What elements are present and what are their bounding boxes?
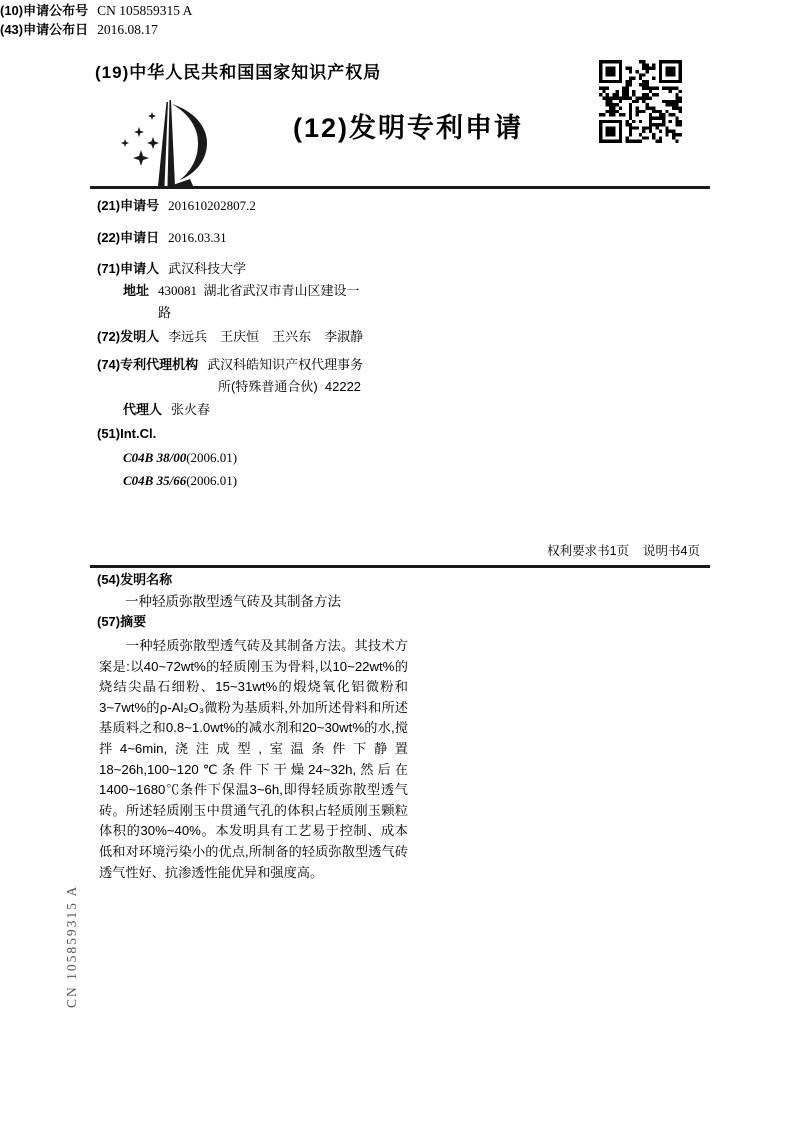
publication-number-value: CN 105859315 A — [97, 3, 193, 18]
abstract-label: (57)摘要 — [97, 614, 147, 629]
abstract-text: 一种轻质弥散型透气砖及其制备方法。其技术方案是:以40~72wt%的轻质刚玉为骨料,以10~22wt%的烧结尖晶石细粉、15~31wt%的煅烧氧化铝微粉和3~7wt%的ρ-Al₂O₃微粉为基质料,外加所述骨料和所述基质料之和0.8~1.0wt%的减水剂和20~30wt%的水,搅拌4~6min,浇注成型,室温条件下静置18~26h,100~120℃条件下干燥24~32h,然后在1400~1680℃条件下保温3~6h,即得轻质弥散型透气砖。所述轻质刚玉中贯通气孔的体积占轻质刚玉颗粒体积的30%~40%。本发明具有工艺易于控制、成本低和对环境污染小的优点,所制备的轻质弥散型透气砖透气性好、抗渗透性能优异和强度高。 — [99, 638, 408, 880]
agent-row: 代理人 张火春 — [123, 402, 211, 417]
cnipa-logo-icon — [110, 96, 228, 190]
publication-date-label: (43)申请公布日 — [0, 22, 89, 37]
section-divider — [90, 565, 710, 568]
pages-note — [410, 541, 700, 559]
int-cl-row: (51)Int.Cl. — [97, 426, 157, 441]
document-type-title: (12)发明专利申请 — [293, 113, 524, 143]
invention-title: 一种轻质弥散型透气砖及其制备方法 — [125, 594, 341, 609]
inventors-row: (72)发明人 李远兵 王庆恒 王兴东 李淑静 — [97, 329, 364, 344]
header-divider — [90, 186, 710, 189]
address-row: 地址 430081 湖北省武汉市青山区建设一 — [123, 283, 360, 298]
int-cl-entry: C04B 35/66(2006.01) — [123, 473, 238, 488]
publication-number-label: (10)申请公布号 — [0, 3, 89, 18]
applicant-row: (71)申请人 武汉科技大学 — [97, 261, 247, 276]
invention-title-label: (54)发明名称 — [97, 572, 173, 587]
description-pages: 说明书4页 — [643, 544, 700, 558]
application-number-row: (21)申请号 201610202807.2 — [97, 198, 256, 213]
agency-row: (74)专利代理机构 武汉科皓知识产权代理事务 — [97, 357, 364, 372]
publication-date-value: 2016.08.17 — [97, 22, 158, 37]
publication-number-line — [0, 0, 800, 19]
publication-date-line — [0, 19, 800, 38]
side-publication-code: CN 105859315 A — [64, 884, 79, 1008]
address-row-wrap: 路 — [158, 305, 172, 320]
qr-code-icon — [599, 60, 682, 143]
claims-pages: 权利要求书1页 — [547, 544, 630, 558]
application-date-row: (22)申请日 2016.03.31 — [97, 230, 227, 245]
int-cl-entry: C04B 38/00(2006.01) — [123, 450, 238, 465]
issuing-office: (19)中华人民共和国国家知识产权局 — [95, 63, 382, 82]
agency-row-wrap: 所(特殊普通合伙) 42222 — [218, 379, 362, 394]
